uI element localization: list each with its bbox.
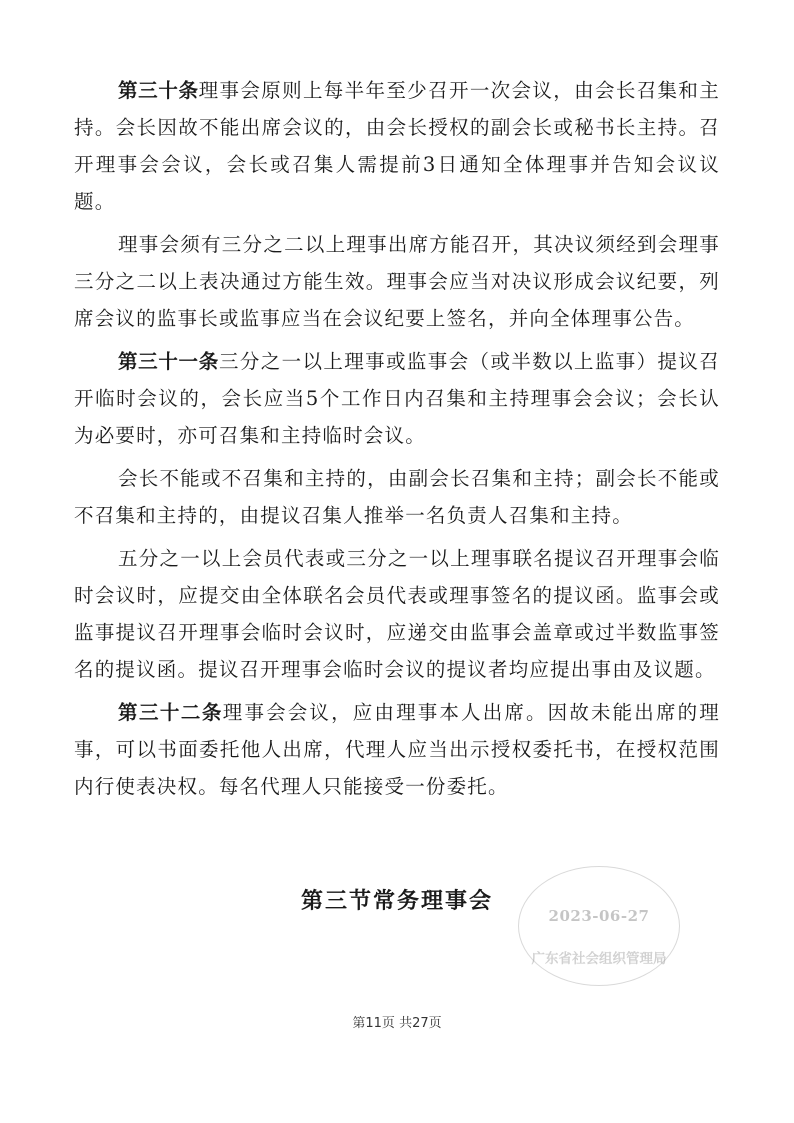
article-31-text: 三分之一以上理事或监事会（或半数以上监事）提议召开临时会议的，会长应当5个工作日内召集和主持理事会会议；会长认为必要时，亦可召集和主持临时会议。 bbox=[74, 350, 720, 447]
article-30-paragraph bbox=[74, 72, 720, 220]
article-31-paragraph-3 bbox=[74, 540, 720, 688]
document-body bbox=[74, 72, 720, 811]
article-31-paragraph-2 bbox=[74, 460, 720, 534]
seal-organization: 广东省社会组织管理局 bbox=[531, 951, 667, 967]
article-31-heading: 第三十一条 bbox=[118, 350, 219, 373]
article-30-paragraph-2 bbox=[74, 226, 720, 337]
article-31-paragraph bbox=[74, 343, 720, 454]
article-30-heading: 第三十条 bbox=[118, 79, 199, 102]
article-32-text: 理事会会议，应由理事本人出席。因故未能出席的理事，可以书面委托他人出席，代理人应当出示授权委托书，在授权范围内行使表决权。每名代理人只能接受一份委托。 bbox=[74, 701, 720, 798]
page-number-footer: 第11页 共27页 bbox=[352, 1016, 442, 1031]
seal-date: 2023-06-27 bbox=[548, 907, 650, 925]
article-31-text-2: 会长不能或不召集和主持的，由副会长召集和主持；副会长不能或不召集和主持的，由提议召集人推举一名负责人召集和主持。 bbox=[74, 467, 720, 527]
article-32-heading: 第三十二条 bbox=[118, 701, 223, 724]
article-32-paragraph bbox=[74, 694, 720, 805]
section-title: 第三节常务理事会 bbox=[300, 889, 493, 914]
article-30-text: 理事会原则上每半年至少召开一次会议，由会长召集和主持。会长因故不能出席会议的，由会长授权的副会长或秘书长主持。召开理事会会议，会长或召集人需提前3日通知全体理事并告知会议议题。 bbox=[74, 79, 720, 213]
article-31-text-3: 五分之一以上会员代表或三分之一以上理事联名提议召开理事会临时会议时，应提交由全体联名会员代表或理事签名的提议函。监事会或监事提议召开理事会临时会议时，应递交由监事会盖章或过半数监事签名的提议函。提议召开理事会临时会议的提议者均应提出事由及议题。 bbox=[74, 547, 720, 681]
official-seal-watermark bbox=[518, 866, 680, 986]
article-30-text-2: 理事会须有三分之二以上理事出席方能召开，其决议须经到会理事三分之二以上表决通过方能生效。理事会应当对决议形成会议纪要，列席会议的监事长或监事应当在会议纪要上签名，并向全体理事公告。 bbox=[74, 233, 720, 330]
